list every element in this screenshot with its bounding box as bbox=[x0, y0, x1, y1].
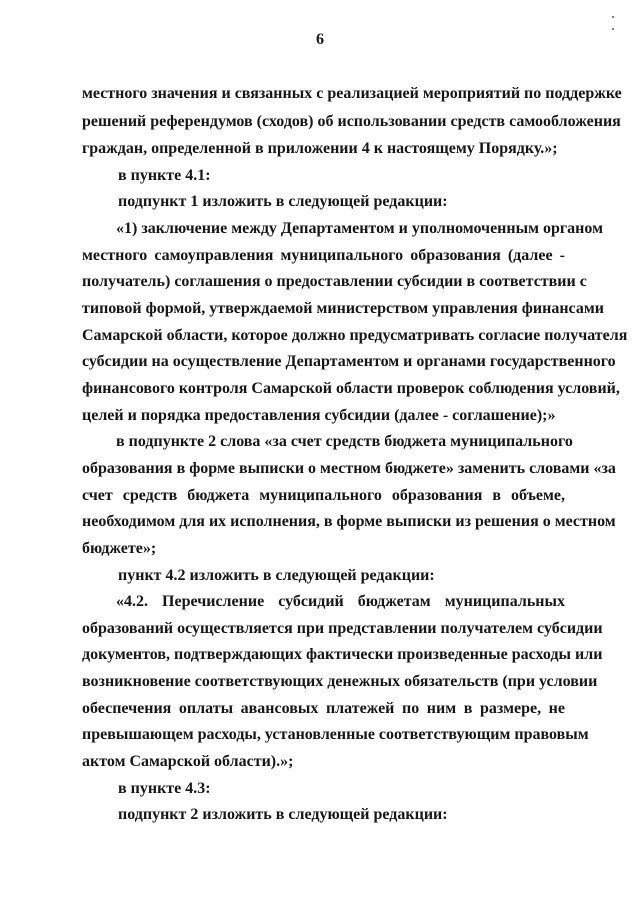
text-line: в пункте 4.1: bbox=[118, 167, 211, 184]
text-line: бюджете»; bbox=[82, 540, 157, 557]
text-line: «4.2. Перечисление субсидий бюджетам муниципальных bbox=[116, 593, 565, 610]
text-line: подпункт 1 изложить в следующей редакции: bbox=[118, 193, 448, 210]
text-line: в подпункте 2 слова «за счет средств бюджета муниципального bbox=[116, 433, 573, 450]
text-line: местного значения и связанных с реализацией мероприятий по поддержке bbox=[82, 85, 622, 102]
text-line: решений референдумов (сходов) об использовании средств самообложения bbox=[82, 113, 621, 130]
scan-speck bbox=[612, 16, 614, 18]
text-line: возникновение соответствующих денежных обязательств (при условии bbox=[82, 673, 598, 690]
text-line: образования в форме выписки о местном бюджете» заменить словами «за bbox=[82, 460, 616, 477]
text-line: Самарской области, которое должно предусматривать согласие получателя bbox=[82, 327, 628, 344]
text-line: в пункте 4.3: bbox=[118, 780, 211, 797]
page-number: 6 bbox=[316, 31, 324, 48]
text-line: образований осуществляется при представлении получателем субсидии bbox=[82, 620, 603, 637]
text-line: получатель) соглашения о предоставлении субсидии в соответствии с bbox=[82, 273, 587, 290]
text-line: превышающем расходы, установленные соответствующим правовым bbox=[82, 726, 589, 743]
text-line: граждан, определенной в приложении 4 к настоящему Порядку.»; bbox=[82, 140, 558, 157]
text-line: финансового контроля Самарской области проверок соблюдения условий, bbox=[82, 380, 620, 397]
text-line: документов, подтверждающих фактически произведенные расходы или bbox=[82, 646, 603, 663]
text-line: субсидии на осуществление Департаментом и органами государственного bbox=[82, 353, 616, 370]
scan-speck bbox=[612, 28, 614, 30]
text-line: целей и порядка предоставления субсидии (далее - соглашение);» bbox=[82, 407, 556, 424]
text-line: типовой формой, утверждаемой министерством управления финансами bbox=[82, 300, 604, 317]
text-line: пункт 4.2 изложить в следующей редакции: bbox=[118, 567, 435, 584]
text-line: актом Самарской области).»; bbox=[82, 753, 294, 770]
text-line: «1) заключение между Департаментом и уполномоченным органом bbox=[116, 220, 603, 237]
text-line: подпункт 2 изложить в следующей редакции: bbox=[118, 806, 448, 823]
text-line: счет средств бюджета муниципального образования в объеме, bbox=[82, 487, 565, 504]
text-line: обеспечения оплаты авансовых платежей по ним в размере, не bbox=[82, 700, 565, 717]
text-line: необходимом для их исполнения, в форме выписки из решения о местном bbox=[82, 513, 616, 530]
text-line: местного самоуправления муниципального образования (далее - bbox=[82, 247, 565, 264]
